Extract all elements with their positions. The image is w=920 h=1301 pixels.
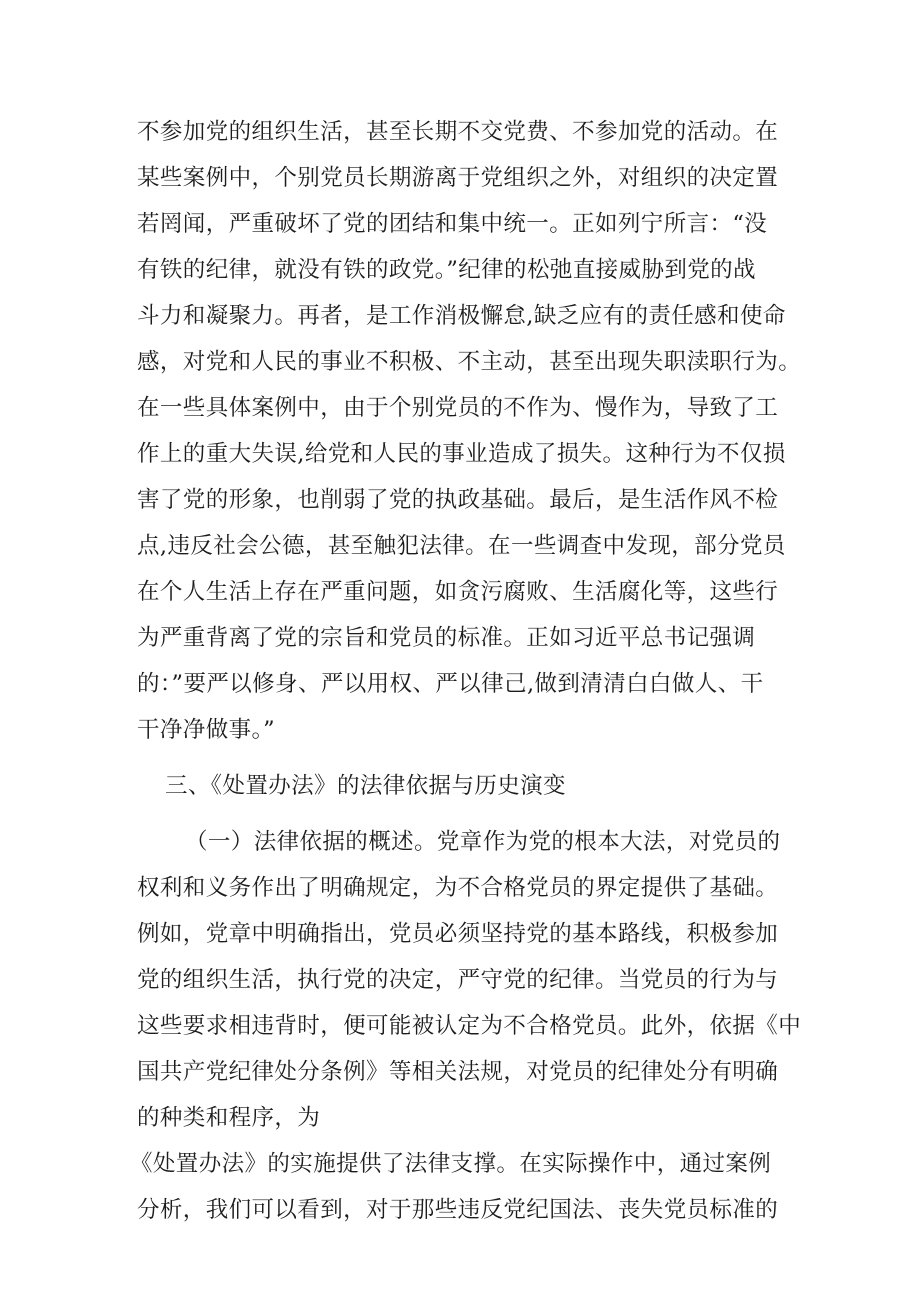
body-text-line: 害了党的形象，也削弱了党的执政基础。最后，是生活作风不检 [137,487,779,513]
body-text-line: 在一些具体案例中，由于个别党员的不作为、慢作为，导致了工 [137,395,779,421]
body-text-line: 国共产党纪律处分条例》等相关法规，对党员的纪律处分有明确 [137,1059,779,1085]
body-text-line: 若罔闻，严重破坏了党的团结和集中统一。正如列宁所言：“没 [137,211,768,237]
body-text-line: 点,违反社会公德，甚至触犯法律。在一些调查中发现，部分党员 [137,533,786,559]
body-text-line: 分析，我们可以看到，对于那些违反党纪国法、丧失党员标准的 [137,1197,779,1223]
body-text-line: 《处置办法》的实施提供了法律支撑。在实际操作中，通过案例 [130,1151,772,1177]
body-text-line: 不参加党的组织生活，甚至长期不交党费、不参加党的活动。在 [137,119,779,145]
body-text-line: 在个人生活上存在严重问题，如贪污腐败、生活腐化等，这些行 [137,579,779,605]
body-text-line: 斗力和凝聚力。再者，是工作消极懈怠,缺乏应有的责任感和使命 [137,303,786,329]
body-text-line: 这些要求相违背时，便可能被认定为不合格党员。此外，依据《中 [137,1013,802,1039]
body-text-line: 例如，党章中明确指出，党员必须坚持党的基本路线，积极参加 [137,921,779,947]
body-text-line: 为严重背离了党的宗旨和党员的标准。正如习近平总书记强调 [137,625,756,651]
section-heading: 三、《处置办法》的法律依据与历史演变 [165,773,566,799]
body-text-line: 权利和义务作出了明确规定，为不合格党员的界定提供了基础。 [137,875,779,901]
body-text-line: 作上的重大失误,给党和人民的事业造成了损失。这种行为不仅损 [137,441,786,467]
body-text-line: 干净净做事。” [137,717,276,743]
body-text-line: 的：”要严以修身、严以用权、严以律己,做到清清白白做人、干 [137,671,764,697]
body-text-line: 某些案例中，个别党员长期游离于党组织之外，对组织的决定置 [137,165,779,191]
body-text-line: 党的组织生活，执行党的决定，严守党的纪律。当党员的行为与 [137,967,779,993]
body-text-line: 有铁的纪律，就没有铁的政党。”纪律的松弛直接威胁到党的战 [137,257,756,283]
body-text-line: （一）法律依据的概述。党章作为党的根本大法，对党员的 [185,829,781,855]
body-text-line: 感，对党和人民的事业不积极、不主动，甚至出现失职渎职行为。 [137,349,802,375]
body-text-line: 的种类和程序，为 [137,1105,321,1131]
